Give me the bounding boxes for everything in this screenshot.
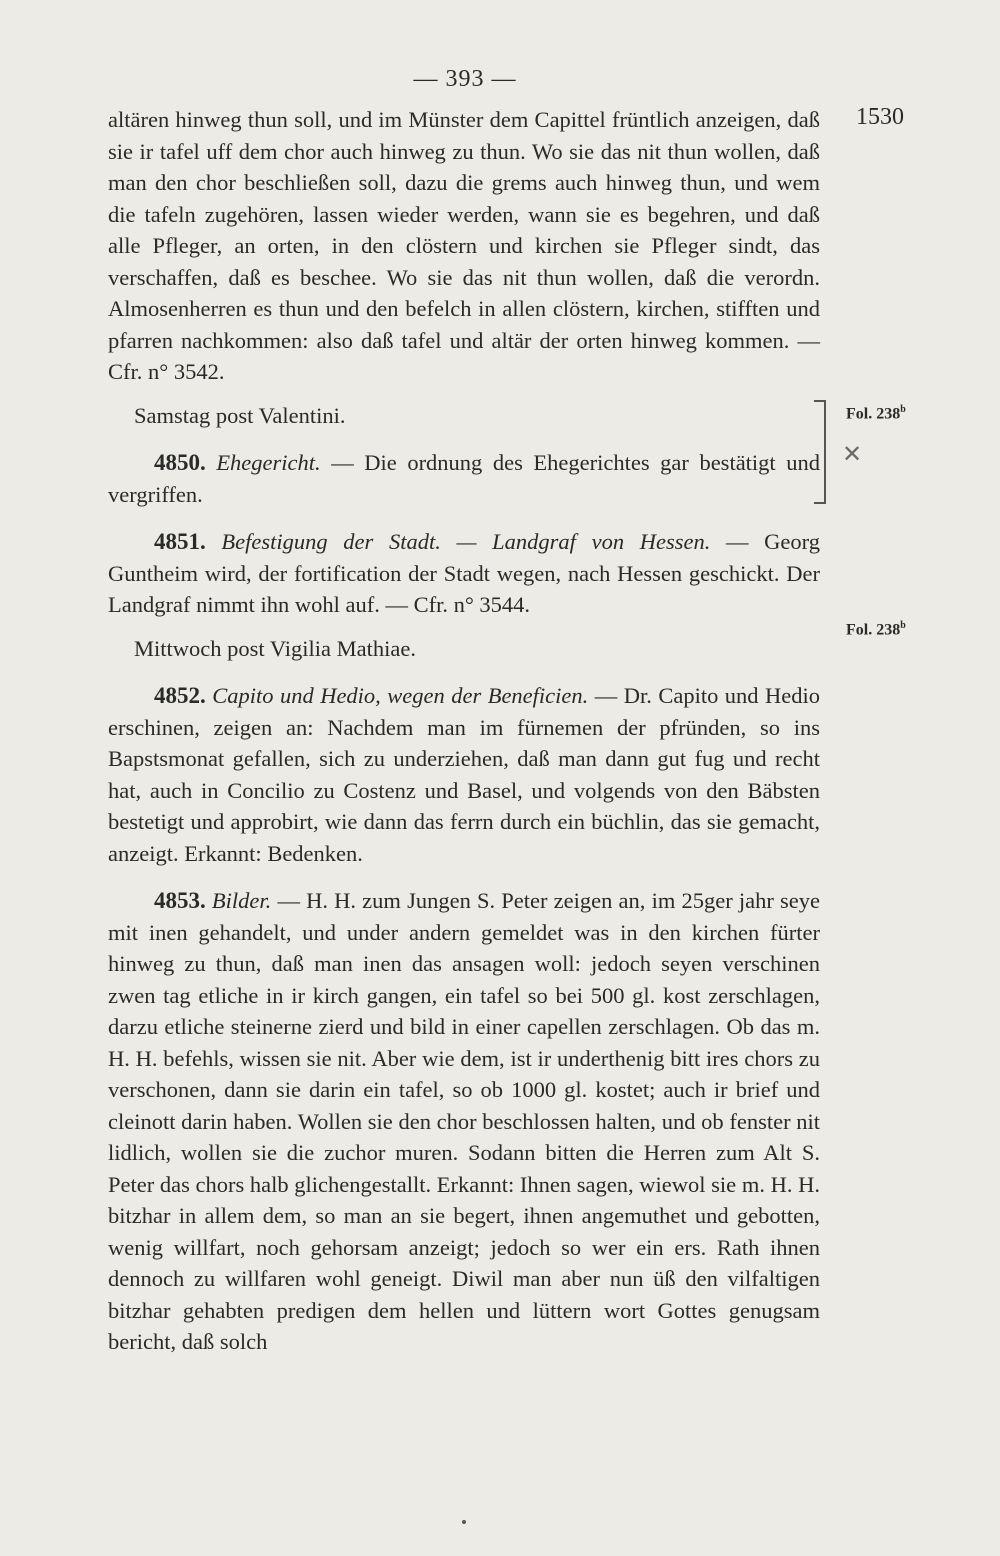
page-number: — 393 — bbox=[413, 66, 517, 92]
entry-number: 4850. bbox=[154, 450, 206, 475]
date-heading-2: Mittwoch post Vigilia Mathiae. bbox=[134, 635, 416, 661]
margin-x-mark: ✕ bbox=[842, 442, 863, 468]
entry-title: Bilder. bbox=[211, 888, 272, 913]
entry-number: 4853. bbox=[154, 888, 206, 913]
entry-4853 bbox=[108, 885, 820, 1358]
entry-title: Ehegericht. bbox=[216, 450, 321, 475]
date-heading-1: Samstag post Valentini. bbox=[134, 402, 346, 428]
entry-4852 bbox=[108, 680, 820, 869]
folio-label: Fol. 238 bbox=[846, 405, 901, 423]
entry-text: — Georg Guntheim wird, der fortification der Stadt wegen, nach Hessen geschickt. Der Landgraf nimmt ihn wohl auf. — Cfr. n° 3544. bbox=[108, 529, 821, 617]
folio-sup: b bbox=[900, 404, 906, 415]
entry-text: — Die ordnung des Ehegerichtes gar bestätigt und vergriffen. bbox=[108, 450, 820, 507]
entry-4851 bbox=[108, 526, 820, 621]
folio-sup: b bbox=[900, 620, 906, 631]
entry-title: Capito und Hedio, wegen der Beneficien. bbox=[212, 683, 589, 708]
margin-folio-1 bbox=[846, 404, 906, 423]
folio-label: Fol. 238 bbox=[846, 621, 901, 639]
intro-paragraph: altären hinweg thun soll, und im Münster dem Capittel früntlich anzeigen, daß sie ir tafel uff dem chor auch hinweg zu thun. Wo sie das nit thun wollen, daß man den chor beschließen soll, dazu die grems auch hinweg thun, und wem die tafeln zugehören, lassen wieder werden, wann sie es begehren, und daß alle Pfleger, an orten, in den clöstern und kirchen sie Pfleger sindt, das verschaffen, daß es beschee. Wo sie das nit thun wollen, daß die verordn. Almosenherren es thun und den befelch in allen clöstern, kirchen, stifften und pfarren nachkommen: also daß tafel und altär der orten hinweg kommen. — Cfr. n° 3542. bbox=[108, 107, 820, 384]
entry-text: — H. H. zum Jungen S. Peter zeigen an, im 25ger jahr seye mit inen gehandelt, und under andern gemeldet was in den kirchen fürter hinweg zu thun, daß man inen das ansagen woll: jedoch seyen verschinen zwen tag etliche in ir kirch gangen, ein tafel so bei 500 gl. kost zerschlagen, darzu etliche steinerne zierd und bild in einer capellen zerschlagen. Ob das m. H. H. befehls, wissen sie nit. Aber wie dem, ist ir underthenig bitt ires chors zu verschonen, dann sie darin ein tafel, so ob 1000 gl. kostet; auch ir brief und cleinott darin haben. Wollen sie den chor beschlossen halten, und ob fenster nit lidlich, wollen sie die zuchor muren. Sodann bitten die Herren zum Alt S. Peter das chors halb glichengestallt. Erkannt: Ihnen sagen, wiewol sie m. H. H. bitzhar in allem dem, so man an sie begert, ihnen angemuthet und gebotten, wenig willfart, noch gehorsam anzeigt; jedoch so wer ein ers. Rath ihnen dennoch zu willfaren wohl geneigt. Diwil man aber nun üß den vilfaltigen bitzhar gehabten predigen dem hellen und lüttern wort Gottes genugsam bericht, daß solch bbox=[108, 888, 820, 1354]
entry-number: 4852. bbox=[154, 683, 206, 708]
speck-dot bbox=[462, 1520, 466, 1524]
margin-folio-2 bbox=[846, 620, 906, 639]
margin-year: 1530 bbox=[856, 104, 904, 130]
entry-text: — Dr. Capito und Hedio erschinen, zeigen an: Nachdem man im fürnemen der pfründen, so ins Bapstsmonat gefallen, sich zu underziehen, daß man dann gut fug und recht hat, auch in Concilio zu Costenz und Basel, und volgends von den Bäbsten bestetigt und approbirt, wie dann das ferrn durch ein büchlin, das sie gemacht, anzeigt. Erkannt: Bedenken. bbox=[108, 683, 821, 866]
body-text bbox=[108, 104, 820, 1358]
entry-title: Befestigung der Stadt. — Landgraf von Hessen. bbox=[221, 529, 711, 554]
entry-4850 bbox=[108, 447, 820, 510]
entry-number: 4851. bbox=[154, 529, 206, 554]
